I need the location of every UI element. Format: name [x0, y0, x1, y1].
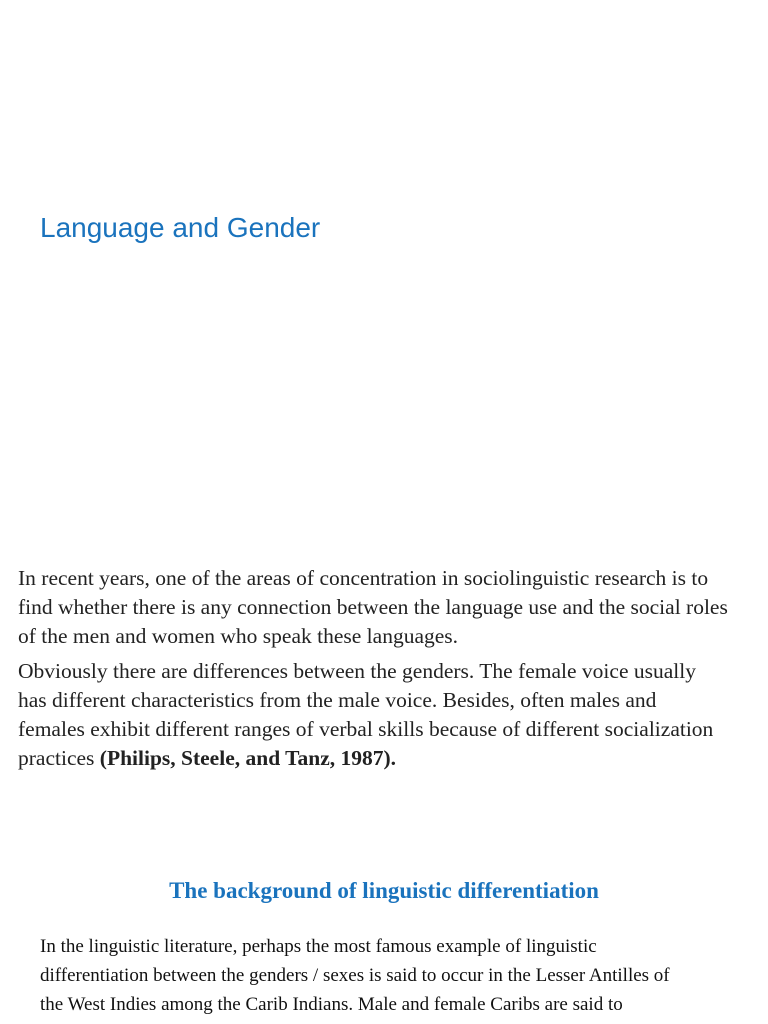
- section-body-paragraph: In the linguistic literature, perhaps the most famous example of linguistic differentiation between the genders / sexes is said to occur in the Lesser Antilles of the West Indies among the Carib Indians. Male and female Caribs are said to: [40, 936, 670, 1015]
- intro-paragraph-2-text: Obviously there are differences between the genders. The female voice usually has different characteristics from the male voice. Besides, often males and females exhibit different ranges of verbal skills because of different socialization practices: [18, 659, 714, 770]
- citation-text: (Philips, Steele, and Tanz, 1987).: [99, 746, 397, 770]
- document-title: Language and Gender: [40, 212, 321, 243]
- section-heading: The background of linguistic differentiation: [169, 878, 599, 903]
- intro-section: [18, 564, 728, 773]
- intro-paragraph-2: [18, 657, 728, 773]
- intro-paragraph-1: In recent years, one of the areas of concentration in sociolinguistic research is to find whether there is any connection between the language use and the social roles of the men and women who speak these languages.: [18, 566, 728, 648]
